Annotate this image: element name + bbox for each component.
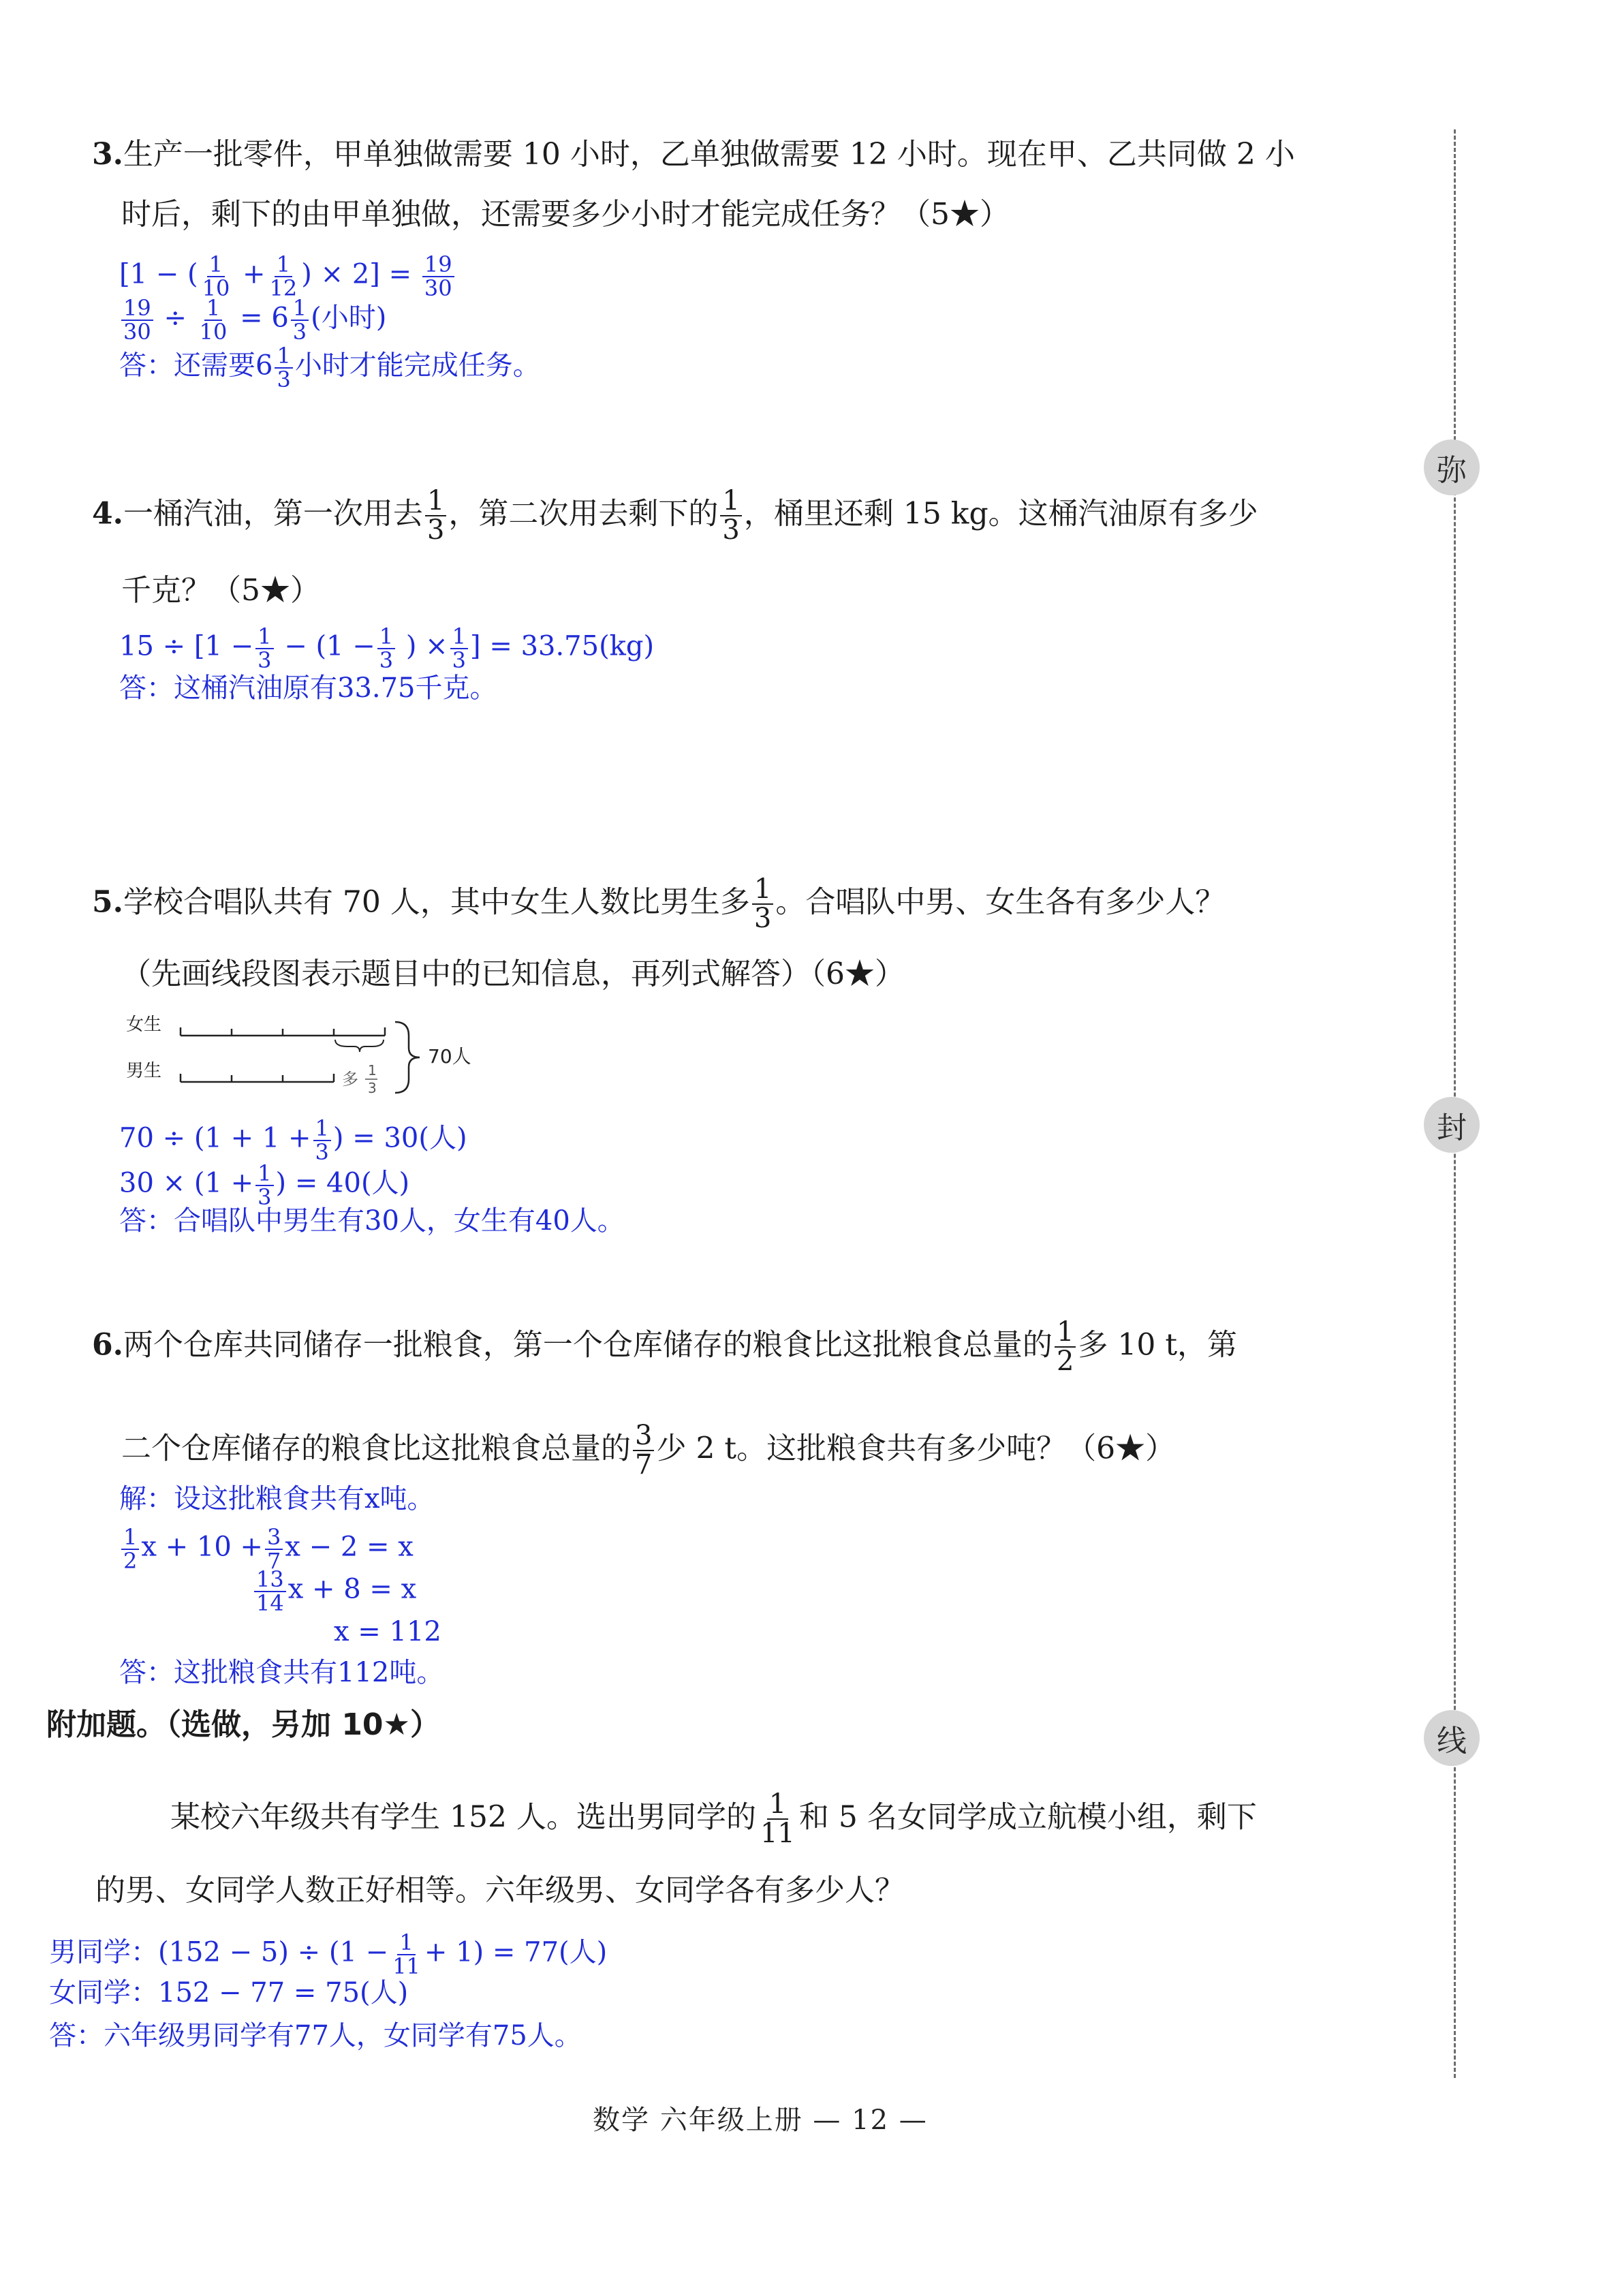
fraction: $\frac{1}{3}$ [752,875,773,933]
question-3-line-1 [92,137,1295,172]
q3-answer-line-2: $\frac{19}{30}$ ÷ $\frac{1}{10}$ = 6 $\frac{1}{3}$ (小时) [119,297,386,343]
fraction: $\frac{1}{2}$ [1055,1318,1076,1376]
fraction: $\frac{1}{3}$ [255,625,273,671]
fraction: $\frac{19}{30}$ [422,253,454,299]
fraction: $\frac{3}{7}$ [633,1422,654,1479]
seal-mark-feng: 封 [1424,1097,1480,1153]
extra-answer-line-2: 女同学：152 − 77 = 75(人) [49,1977,409,2008]
extra-line-2: 的男、女同学人数正好相等。六年级男、女同学各有多少人？ [95,1873,905,1908]
q6-answer-line-1: 解：设这批粮食共有x吨。 [119,1483,435,1515]
fraction: $\frac{1}{3}$ [255,1162,273,1208]
fraction: $\frac{1}{3}$ [450,625,468,671]
fraction: $\frac{19}{30}$ [121,297,153,343]
q5-answer-line-3: 答：合唱队中男生有30人，女生有40人。 [119,1205,625,1237]
question-6-line-2: 二个仓库储存的粮食比这批粮食总量的 $\frac{3}{7}$ 少 2 t。这批粮食共有多少吨？（6★） [121,1420,1176,1480]
question-4-line-1: 4.一桶汽油，第一次用去 $\frac{1}{3}$ ，第二次用去剩下的 $\frac{1}{3}$ ，桶里还剩 15 kg。这桶汽油原有多少 [92,485,1258,546]
q5-answer-line-1: 70 ÷ (1 + 1 + $\frac{1}{3}$ ) = 30(人) [119,1115,467,1165]
extra-line-1: 某校六年级共有学生 152 人。选出男同学的 $\frac{1}{11}$ 和 5 名女同学成立航模小组，剩下 [170,1788,1257,1849]
q4-answer-line-1: 15 ÷ [1 − $\frac{1}{3}$ − (1 − $\frac{1}{3}$ ) × $\frac{1}{3}$ ] = 33.75(kg) [119,623,655,673]
page-footer: 数学 六年级上册 — 12 — [593,2105,928,2136]
q6-answer-line-4: x = 112 [334,1616,441,1647]
question-4-line-2: 千克？（5★） [121,573,320,608]
fraction: $\frac{1}{3}$ [275,345,292,390]
fraction: $\frac{1}{10}$ [199,295,228,345]
fraction: $\frac{13}{14}$ [254,1568,286,1614]
fraction: $\frac{1}{3}$ [313,1117,331,1163]
q6-answer-line-5: 答：这批粮食共有112吨。 [119,1657,444,1688]
fraction: $\frac{3}{7}$ [265,1526,283,1572]
segment-diagram-svg [123,1008,504,1104]
more-frac-num: 1 [368,1062,377,1079]
fraction: $\frac{1}{12}$ [269,251,298,301]
question-5-line-2: （先画线段图表示题目中的已知信息，再列式解答）（6★） [121,957,905,991]
more-label: 多 [342,1070,358,1089]
fraction: $\frac{1}{11}$ [392,1929,420,1979]
fraction: $\frac{1}{11}$ [760,1788,795,1849]
segment-diagram [123,1008,504,1104]
question-3-line-2: 时后，剩下的由甲单独做，还需要多少小时才能完成任务？（5★） [121,197,1010,232]
seal-mark-xian: 线 [1424,1710,1480,1766]
total-brace [395,1022,420,1093]
q6-answer-line-3: $\frac{13}{14}$ x + 8 = x [252,1568,416,1614]
q4-answer-line-2: 答：这桶汽油原有33.75千克。 [119,672,497,704]
extra-answer-line-3: 答：六年级男同学有77人，女同学有75人。 [49,2020,582,2051]
question-text: 生产一批零件，甲单独做需要 10 小时，乙单独做需要 12 小时。现在甲、乙共同做 2 小 [123,137,1295,172]
extra-title: 附加题。（选做，另加 10★） [46,1707,440,1742]
fraction: $\frac{1}{3}$ [425,487,446,544]
seal-mark-mi: 弥 [1424,439,1480,495]
fraction: $\frac{1}{10}$ [202,251,230,301]
q3-answer-line-3: 答：还需要6 $\frac{1}{3}$ 小时才能完成任务。 [119,343,540,392]
extra-brace [335,1040,384,1052]
boys-label: 男生 [126,1061,162,1081]
question-number: 3. [92,137,123,172]
fraction: $\frac{1}{2}$ [121,1526,139,1572]
extra-answer-line-1: 男同学：(152 − 5) ÷ (1 − $\frac{1}{11}$ + 1) = 77(人) [49,1929,608,1979]
more-frac-den: 3 [368,1080,377,1096]
fraction: $\frac{1}{3}$ [720,487,741,544]
q6-answer-line-2: $\frac{1}{2}$ x + 10 + $\frac{3}{7}$ x − 2 = x [119,1526,414,1572]
q5-answer-line-2: 30 × (1 + $\frac{1}{3}$ ) = 40(人) [119,1160,410,1210]
girls-label: 女生 [126,1014,162,1035]
question-6-line-1: 6.两个仓库共同储存一批粮食，第一个仓库储存的粮食比这批粮食总量的 $\frac{1}{2}$ 多 10 t，第 [92,1316,1238,1377]
total-label: 70人 [428,1045,471,1068]
fraction: $\frac{1}{3}$ [291,297,309,343]
fraction: $\frac{1}{3}$ [377,625,395,671]
question-5-line-1: 5.学校合唱队共有 70 人，其中女生人数比男生多 $\frac{1}{3}$ 。合唱队中男、女生各有多少人？ [92,873,1226,934]
q3-answer-line-1: [1 − ( $\frac{1}{10}$ + $\frac{1}{12}$ ) × 2] = $\frac{19}{30}$ [119,253,456,299]
